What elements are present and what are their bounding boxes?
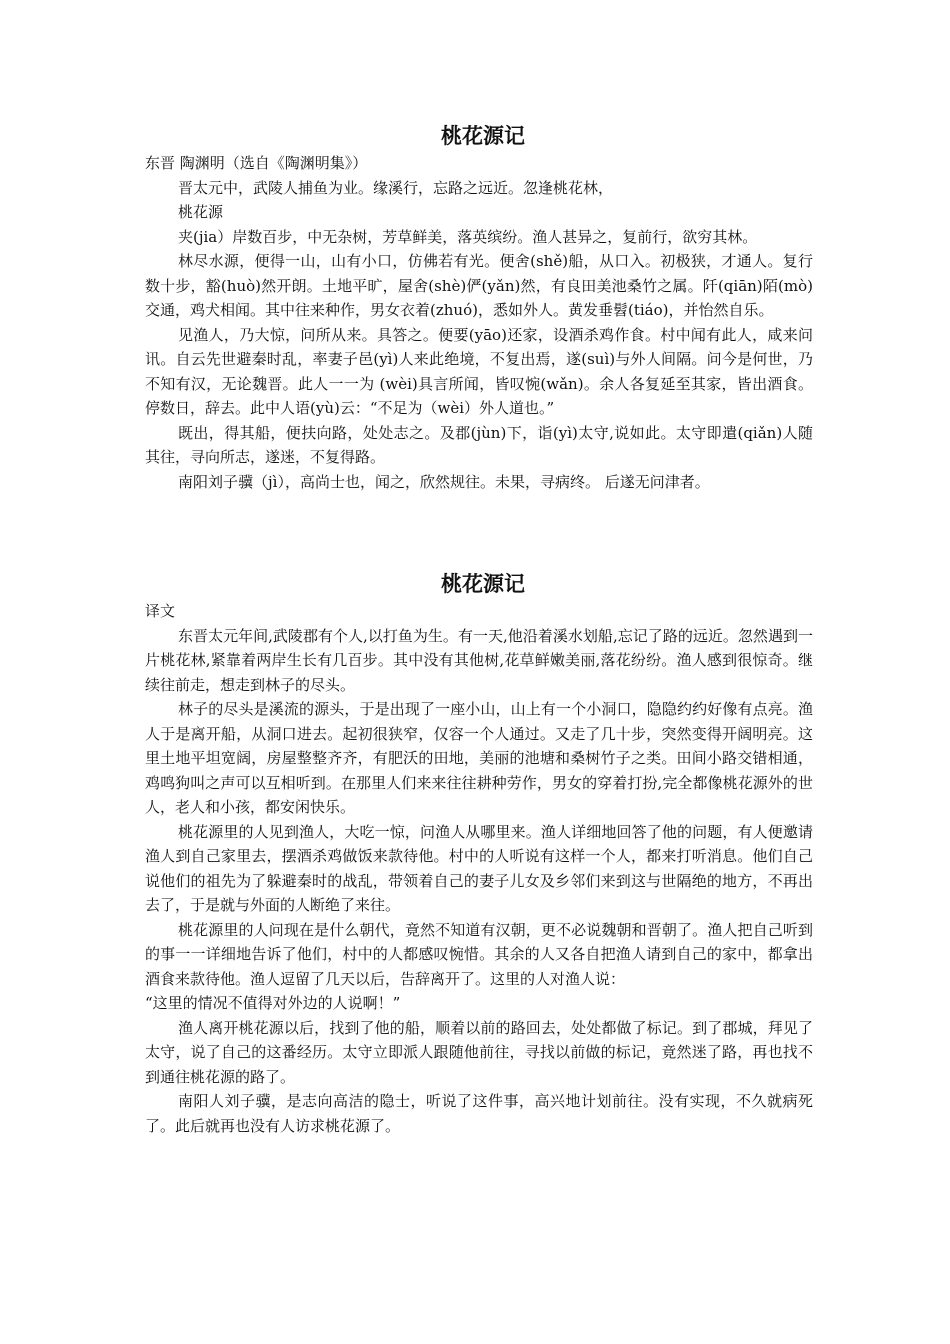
author-line: 东晋 陶渊明（选自《陶渊明集》） [145, 154, 368, 172]
paragraph: 晋太元中，武陵人捕鱼为业。缘溪行，忘路之远近。忽逢桃花林， [178, 178, 614, 197]
paragraph: “这里的情况不值得对外边的人说啊！” [145, 994, 401, 1012]
paragraph: 林子的尽头是溪流的源头，于是出现了一座小山，山上有一个小洞口，隐隐约约好像有点亮。渔人于是离开船，从洞口进去。起初很狭窄，仅容一个人通过。又走了几十步，突然变得开阔明亮。这里土地平坦宽阔，房屋整整齐齐，有肥沃的田地，美丽的池塘和桑树竹子之类。田间小路交错相通，鸡鸣狗叫之声可以互相听到。在那里人们来来往往耕种劳作，男女的穿着打扮,完全都像桃花源外的世人，老人和小孩，都安闲快乐。 [145, 700, 813, 816]
paragraph: 既出，得其船，便扶向路，处处志之。及郡(jùn)下，诣(yì)太守,说如此。太守即遣(qiǎn)人随其往，寻向所志，遂迷，不复得路。 [145, 423, 813, 466]
translation-section [145, 569, 813, 1138]
paragraph: 南阳人刘子骥，是志向高洁的隐士，听说了这件事，高兴地计划前往。没有实现，不久就病死了。此后就再也没有人访求桃花源了。 [145, 1092, 813, 1135]
paragraph: 见渔人，乃大惊，问所从来。具答之。便要(yāo)还家，设酒杀鸡作食。村中闻有此人，咸来问讯。自云先世避秦时乱，率妻子邑(yì)人来此绝境，不复出焉，遂(suì)与外人间隔。问今是何世，乃不知有汉，无论魏晋。此人一一为 (wèi)具言所闻，皆叹惋(wǎn)。余人各复延至其家，皆出酒食。停数日，辞去。此中人语(yù)云：“不足为（wèi）外人道也。” [145, 325, 813, 417]
original-text-section [145, 121, 813, 494]
section-title: 桃花源记 [441, 571, 525, 596]
paragraph: 夹(jia）岸数百步，中无杂树，芳草鲜美，落英缤纷。渔人甚异之，复前行，欲穷其林。 [178, 227, 758, 246]
paragraph: 桃花源 [178, 203, 224, 221]
translation-label: 译文 [145, 602, 176, 620]
paragraph: 东晋太元年间,武陵郡有个人,以打鱼为生。有一天,他沿着溪水划船,忘记了路的远近。忽然遇到一片桃花林,紧靠着两岸生长有几百步。其中没有其他树,花草鲜嫩美丽,落花纷纷。渔人感到很惊奇。继续往前走，想走到林子的尽头。 [145, 626, 813, 694]
section-title: 桃花源记 [441, 123, 525, 148]
paragraph: 渔人离开桃花源以后，找到了他的船，顺着以前的路回去，处处都做了标记。到了郡城，拜见了太守，说了自己的这番经历。太守立即派人跟随他前往，寻找以前做的标记，竟然迷了路，再也找不到通往桃花源的路了。 [145, 1018, 813, 1086]
paragraph: 南阳刘子骥（jì），高尚士也，闻之，欣然规往。未果，寻病终。 后遂无问津者。 [178, 472, 710, 491]
paragraph: 桃花源里的人问现在是什么朝代，竟然不知道有汉朝，更不必说魏朝和晋朝了。渔人把自己听到的事一一详细地告诉了他们，村中的人都感叹惋惜。其余的人又各自把渔人请到自己的家中，都拿出酒食来款待他。渔人逗留了几天以后，告辞离开了。这里的人对渔人说： [145, 920, 813, 988]
paragraph: 桃花源里的人见到渔人，大吃一惊，问渔人从哪里来。渔人详细地回答了他的问题，有人便邀请渔人到自己家里去，摆酒杀鸡做饭来款待他。村中的人听说有这样一个人，都来打听消息。他们自己说他们的祖先为了躲避秦时的战乱，带领着自己的妻子儿女及乡邻们来到这与世隔绝的地方，不再出去了，于是就与外面的人断绝了来往。 [145, 822, 813, 914]
paragraph: 林尽水源，便得一山，山有小口，仿佛若有光。便舍(shě)船，从口入。初极狭，才通人。复行数十步，豁(huò)然开朗。土地平旷，屋舍(shè)俨(yǎn)然，有良田美池桑竹之属。阡(qiān)陌(mò)交通，鸡犬相闻。其中往来种作，男女衣着(zhuó)，悉如外人。黄发垂髫(tiáo)，并怡然自乐。 [145, 252, 813, 319]
